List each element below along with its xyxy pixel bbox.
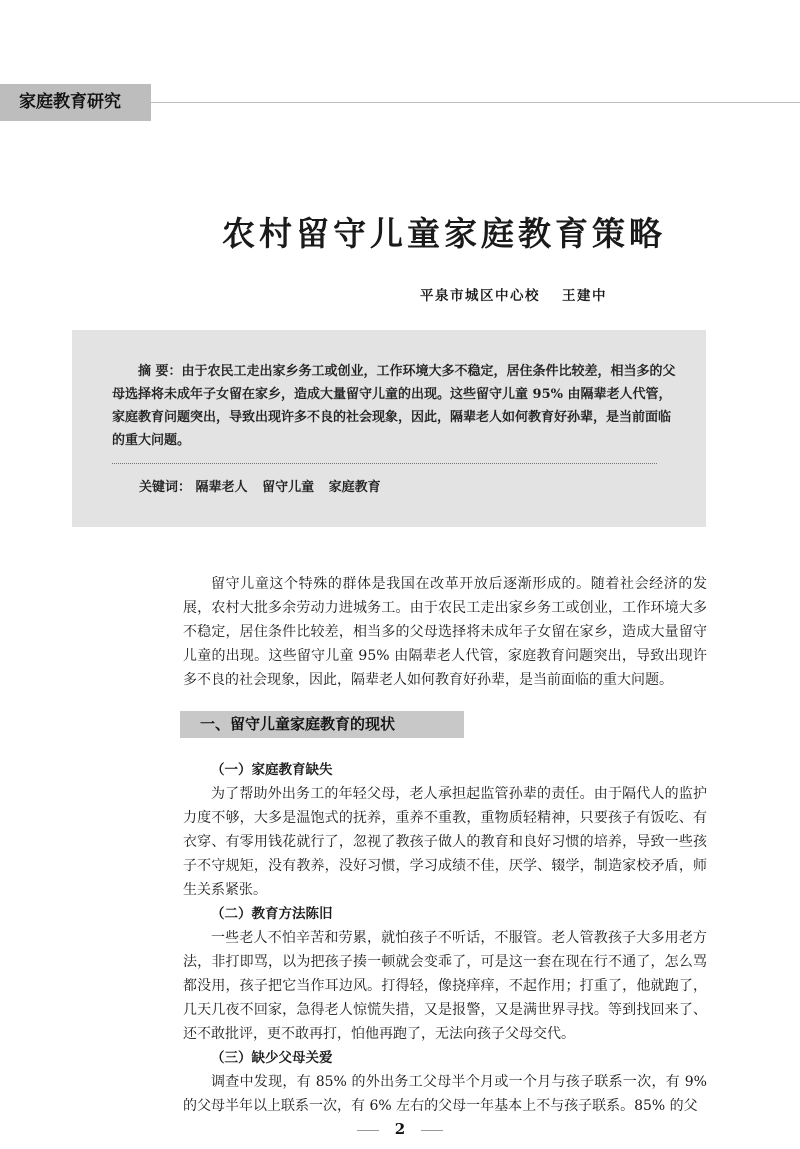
abstract-text: 由于农民工走出家乡务工或创业，工作环境大多不稳定，居住条件比较差，相当多的父母选择将未成年子女留在家乡，造成大量留守儿童的出现。这些留守儿童 95% 由隔辈老人代管，家庭教育问题突出，导致出现许多不良的社会现象，因此，隔辈老人如何教育好孙辈，是当前面临的重大问题。 — [112, 364, 676, 448]
page-number-text: 2 — [394, 1120, 406, 1138]
keyword-item: 留守儿童 — [262, 480, 315, 495]
section-body — [183, 758, 707, 1118]
subsection-paragraph-1: 为了帮助外出务工的年轻父母，老人承担起监管孙辈的责任。由于隔代人的监护力度不够，大多是温饱式的抚养，重养不重教，重物质轻精神，只要孩子有饭吃、有衣穿、有零用钱花就行了，忽视了教孩子做人的教育和良好习惯的培养，导致一些孩子不守规矩，没有教养，没好习惯，学习成绩不佳，厌学、辍学，制造家校矛盾，师生关系紧张。 — [183, 786, 707, 898]
keyword-item: 家庭教育 — [328, 480, 381, 495]
section-tag: 家庭教育研究 — [0, 84, 151, 121]
section-heading: 一、留守儿童家庭教育的现状 — [180, 711, 464, 738]
article-title: 农村留守儿童家庭教育策略 — [222, 214, 666, 253]
author-name: 王建中 — [562, 288, 607, 304]
subsection-heading-1: （一）家庭教育缺失 — [211, 762, 333, 778]
abstract-box — [72, 330, 706, 527]
subsection-paragraph-2: 一些老人不怕辛苦和劳累，就怕孩子不听话，不服管。老人管教孩子大多用老方法，非打即骂，以为把孩子揍一顿就会变乖了，可是这一套在现在行不通了，怎么骂都没用，孩子把它当作耳边风。打得轻，像挠痒痒，不起作用；打重了，他就跑了，几天几夜不回家，急得老人惊慌失措，又是报警，又是满世界寻找。等到找回来了、还不敢批评，更不敢再打，怕他再跑了，无法向孩子父母交代。 — [183, 930, 707, 1042]
header-rule — [151, 102, 800, 103]
keyword-item: 隔辈老人 — [195, 480, 248, 495]
intro-body — [183, 572, 707, 692]
subsection-heading-3: （三）缺少父母关爱 — [211, 1050, 333, 1066]
page-dash-right — [421, 1130, 443, 1131]
author-affiliation: 平泉市城区中心校 — [420, 288, 540, 304]
abstract-label: 摘 要： — [138, 364, 182, 379]
intro-paragraph: 留守儿童这个特殊的群体是我国在改革开放后逐渐形成的。随着社会经济的发展，农村大批多余劳动力进城务工。由于农民工走出家乡务工或创业，工作环境大多不稳定，居住条件比较差，相当多的父母选择将未成年子女留在家乡，造成大量留守儿童的出现。这些留守儿童 95% 由隔辈老人代管，家庭教育问题突出，导致出现许多不良的社会现象，因此，隔辈老人如何教育好孙辈，是当前面临的重大问题。 — [183, 576, 707, 688]
author-line — [420, 284, 607, 304]
abstract — [112, 360, 680, 452]
keywords-label: 关键词： — [139, 480, 192, 495]
subsection-heading-2: （二）教育方法陈旧 — [211, 906, 333, 922]
subsection-paragraph-3: 调查中发现，有 85% 的外出务工父母半个月或一个月与孩子联系一次，有 9% 的父母半年以上联系一次，有 6% 左右的父母一年基本上不与孩子联系。85% 的父 — [183, 1074, 707, 1114]
page-number — [0, 1120, 800, 1138]
keywords — [139, 476, 391, 495]
abstract-divider — [112, 463, 657, 464]
page-dash-left — [357, 1130, 379, 1131]
